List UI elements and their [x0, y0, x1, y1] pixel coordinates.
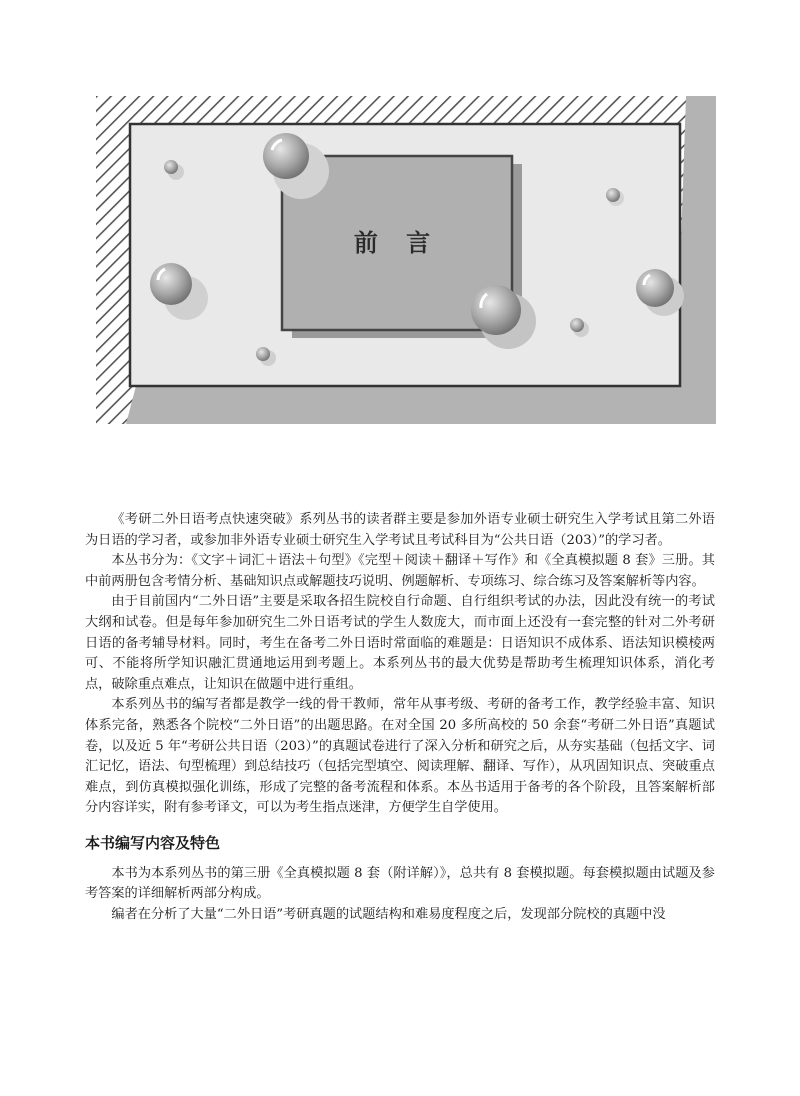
banner-graphic — [96, 96, 716, 424]
preface-body — [85, 510, 715, 925]
section-paragraph: 编者在分析了大量“二外日语”考研真题的试题结构和难易度程度之后，发现部分院校的真题中没 — [111, 906, 666, 922]
intro-paragraph: 《考研二外日语考点快速突破》系列丛书的读者群主要是参加外语专业硕士研究生入学考试且第二外语为日语的学习者，或参加非外语专业硕士研究生入学考试且考试科目为“公共日语（203）”的学习者。 — [85, 512, 715, 548]
intro-paragraph: 本丛书分为：《文字＋词汇＋语法＋句型》《完型＋阅读＋翻译＋写作》和《全真模拟题 8 套》三册。其中前两册包含考情分析、基础知识点或解题技巧说明、例题解析、专项练习、综合练习及答案解析等内容。 — [85, 553, 715, 589]
intro-paragraph: 由于目前国内“二外日语”主要是采取各招生院校自行命题、自行组织考试的办法，因此没有统一的考试大纲和试卷。但是每年参加研究生二外日语考试的学生人数庞大，而市面上还没有一套完整的针对二外考研日语的备考辅导材料。同时，考生在备考二外日语时常面临的难题是：日语知识不成体系、语法知识模棱两可、不能将所学知识融汇贯通地运用到考题上。本系列丛书的最大优势是帮助考生梳理知识体系，消化考点，破除重点难点，让知识在做题中进行重组。 — [85, 594, 715, 692]
title-banner — [96, 96, 716, 424]
intro-paragraph: 本系列丛书的编写者都是教学一线的骨干教师，常年从事考级、考研的备考工作，教学经验丰富、知识体系完备，熟悉各个院校“二外日语”的出题思路。在对全国 20 多所高校的 50 余套“考研二外日语”真题试卷，以及近 5 年“考研公共日语（203）”的真题试卷进行了深入分析和研究之后，从夯实基础（包括文字、词汇记忆，语法、句型梳理）到总结技巧（包括完型填空、阅读理解、翻译、写作），从巩固知识点、突破重点难点，到仿真模拟强化训练，形成了完整的备考流程和体系。本丛书适用于备考的各个阶段，且答案解析部分内容详实，附有参考译文，可以为考生指点迷津，方便学生自学使用。 — [85, 697, 715, 816]
page-title: 前 言 — [353, 228, 441, 257]
section-paragraph: 本书为本系列丛书的第三册《全真模拟题 8 套（附详解）》，总共有 8 套模拟题。每套模拟题由试题及参考答案的详细解析两部分构成。 — [85, 865, 715, 902]
section-heading: 本书编写内容及特色 — [85, 833, 221, 852]
